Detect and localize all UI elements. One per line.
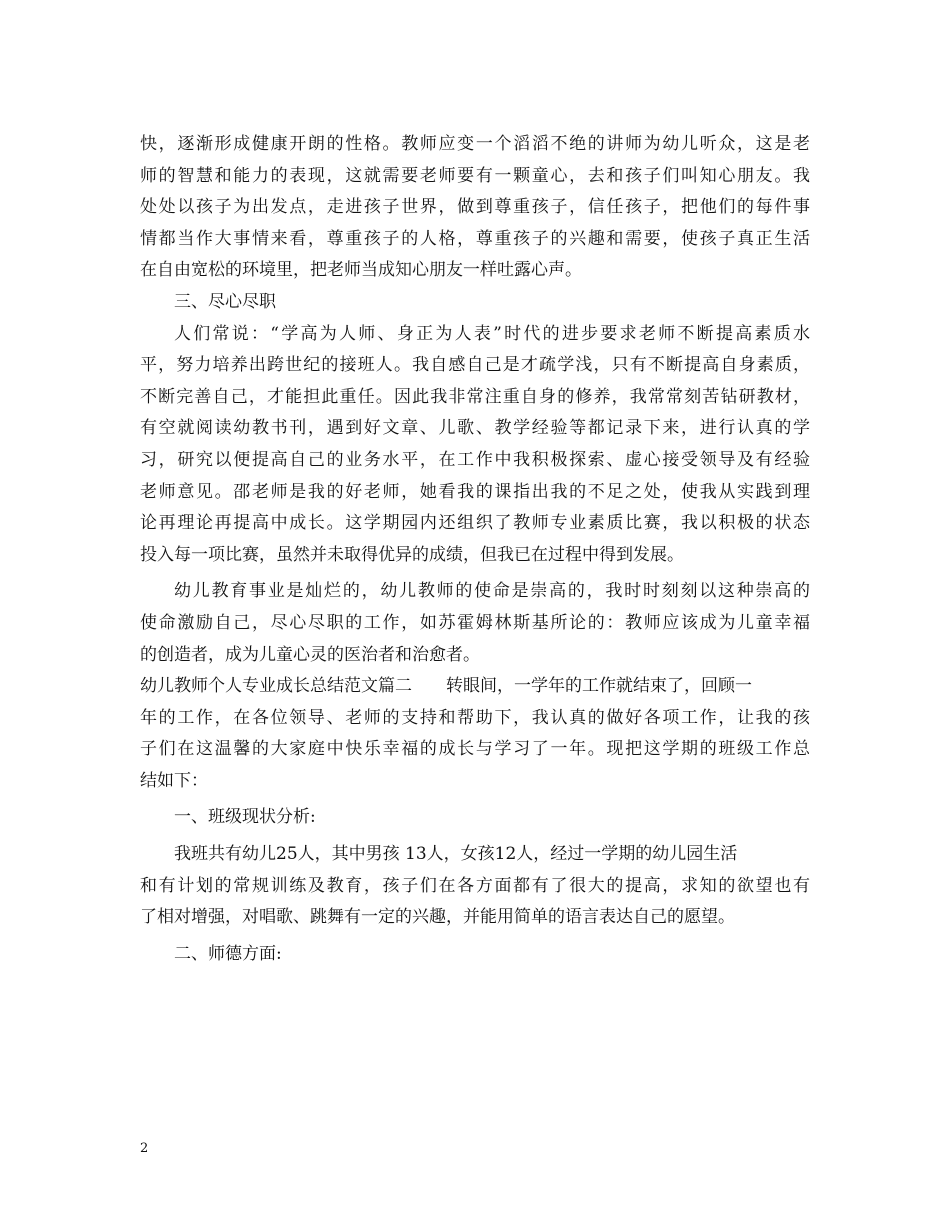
text-line: 的创造者，成为儿童心灵的医治者和治愈者。 <box>140 644 480 665</box>
page-number: 2 <box>140 1141 149 1156</box>
text-line: 不断完善自己，才能担此重任。因此我非常注重自身的修养，我常常刻苦钻研教材， <box>140 386 810 407</box>
section-heading: 三、尽心尽职 <box>174 291 276 312</box>
section-heading: 一、班级现状分析: <box>174 807 316 828</box>
article-title: 幼儿教师个人专业成长总结范文篇二 <box>140 676 412 697</box>
article-title-line <box>140 671 810 703</box>
text-line: 幼儿教育事业是灿烂的，幼儿教师的使命是崇高的，我时时刻刻以这种崇高的 <box>174 581 810 602</box>
text-line: 我班共有幼儿25人，其中男孩 13人，女孩12人，经过一学期的幼儿园生活 <box>174 844 738 865</box>
text-line: 处处以孩子为出发点，走进孩子世界，做到尊重孩子，信任孩子，把他们的每件事 <box>140 197 810 218</box>
text-line: 习，研究以便提高自己的业务水平，在工作中我积极探索、虚心接受领导及有经验 <box>140 449 810 470</box>
text-line: 使命激励自己，尽心尽职的工作，如苏霍姆林斯基所论的：教师应该成为儿童幸福 <box>140 612 810 633</box>
text-line: 结如下： <box>140 770 208 791</box>
text-line: 在自由宽松的环境里，把老师当成知心朋友一样吐露心声。 <box>140 260 582 281</box>
text-line: 师的智慧和能力的表现，这就需要老师要有一颗童心，去和孩子们叫知心朋友。我 <box>140 165 810 186</box>
text-line: 论再理论再提高中成长。这学期园内还组织了教师专业素质比赛，我以积极的状态 <box>140 513 810 534</box>
text-line: 和有计划的常规训练及教育，孩子们在各方面都有了很大的提高，求知的欲望也有 <box>140 875 810 896</box>
text-line: 年的工作，在各位领导、老师的支持和帮助下，我认真的做好各项工作，让我的孩 <box>140 707 810 728</box>
text-line: 老师意见。邵老师是我的好老师，她看我的课指出我的不足之处，使我从实践到理 <box>140 481 810 502</box>
text-line: 子们在这温馨的大家庭中快乐幸福的成长与学习了一年。现把这学期的班级工作总 <box>140 739 810 760</box>
text-line: 人们常说：“学高为人师、身正为人表”时代的进步要求老师不断提高素质水 <box>174 323 810 344</box>
section-heading: 二、师德方面: <box>174 943 282 964</box>
text-line: 情都当作大事情来看，尊重孩子的人格，尊重孩子的兴趣和需要，使孩子真正生活 <box>140 228 810 249</box>
text-line: 了相对增强，对唱歌、跳舞有一定的兴趣，并能用简单的语言表达自己的愿望。 <box>140 907 735 928</box>
text-line: 平，努力培养出跨世纪的接班人。我自感自己是才疏学浅，只有不断提高自身素质， <box>140 355 810 376</box>
document-body <box>140 129 810 970</box>
text-line: 快，逐渐形成健康开朗的性格。教师应变一个滔滔不绝的讲师为幼儿听众，这是老 <box>140 134 810 154</box>
text-line: 转眼间，一学年的工作就结束了，回顾一 <box>446 676 752 697</box>
text-line: 有空就阅读幼教书刊，遇到好文章、儿歌、教学经验等都记录下来，进行认真的学 <box>140 418 810 439</box>
text-line: 投入每一项比赛，虽然并未取得优异的成绩，但我已在过程中得到发展。 <box>140 544 684 565</box>
